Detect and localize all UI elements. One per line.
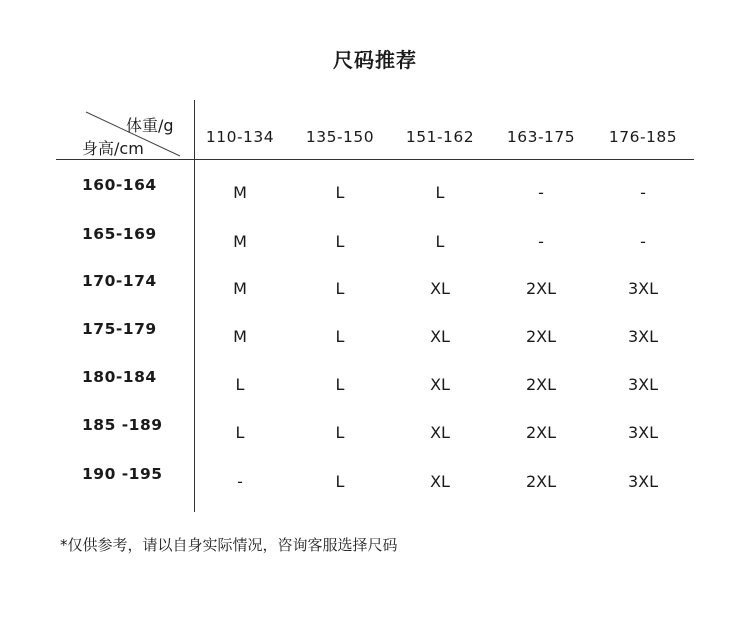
disclaimer-note: *仅供参考，请以自身实际情况，咨询客服选择尺码 [60,536,398,554]
row-header: 165-169 [82,225,157,243]
table-cell: M [233,279,247,298]
row-header: 180-184 [82,368,157,386]
table-cell: 3XL [627,472,659,491]
table-cell: L [335,375,345,394]
table-cell: - [640,232,646,251]
table-cell: 3XL [627,327,659,346]
table-cell: 2XL [525,327,557,346]
table-cell: 3XL [627,423,659,442]
height-axis-label: 身高/cm [82,139,144,158]
table-cell: XL [430,279,450,298]
column-header: 163-175 [506,128,576,146]
row-header: 190 -195 [82,465,163,483]
table-cell: 2XL [525,423,557,442]
table-cell: XL [430,375,450,394]
table-cell: 2XL [525,472,557,491]
column-header: 151-162 [405,128,475,146]
table-cell: - [237,472,243,491]
table-cell: M [233,232,247,251]
table-cell: L [335,472,345,491]
page-title: 尺码推荐 [333,48,417,72]
table-cell: L [435,183,445,202]
table-cell: XL [430,327,450,346]
table-cell: 2XL [525,279,557,298]
row-header-divider [194,100,195,512]
table-cell: L [235,375,245,394]
table-cell: 3XL [627,375,659,394]
column-header: 135-150 [305,128,375,146]
table-cell: M [233,327,247,346]
table-cell: 2XL [525,375,557,394]
row-header: 170-174 [82,272,157,290]
column-header: 110-134 [205,128,275,146]
row-header: 175-179 [82,320,157,338]
table-cell: XL [430,472,450,491]
table-cell: L [335,232,345,251]
table-cell: XL [430,423,450,442]
row-header: 185 -189 [82,416,163,434]
table-cell: L [335,279,345,298]
row-header: 160-164 [82,176,157,194]
table-cell: - [538,183,544,202]
table-cell: M [233,183,247,202]
table-cell: - [640,183,646,202]
table-cell: L [235,423,245,442]
table-cell: 3XL [627,279,659,298]
table-cell: L [335,327,345,346]
table-cell: L [435,232,445,251]
table-cell: - [538,232,544,251]
header-divider [56,159,694,160]
weight-axis-label: 体重/g [126,116,174,135]
table-cell: L [335,423,345,442]
table-cell: L [335,183,345,202]
column-header: 176-185 [608,128,678,146]
